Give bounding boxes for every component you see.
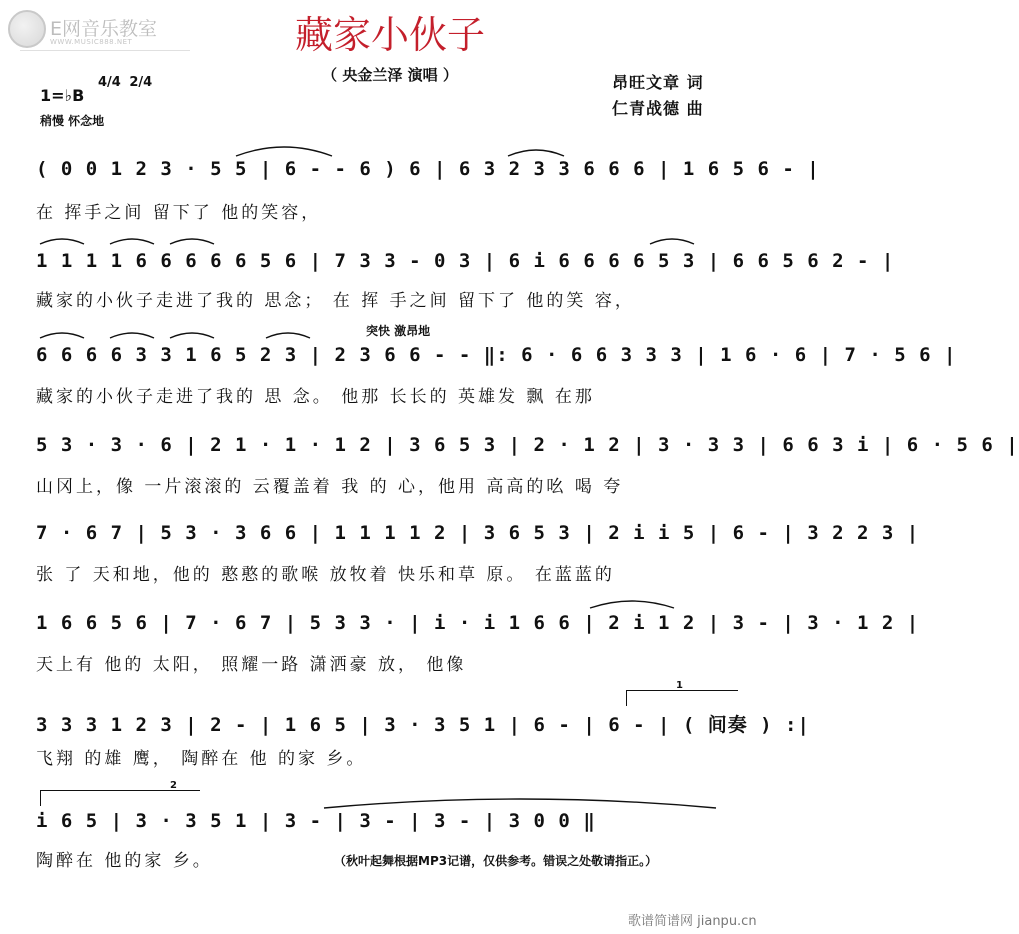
lyric-line-4: 山冈上，像 一片滚滚的 云覆盖着 我 的 心，他用 高高的吆 喝 夸 bbox=[36, 477, 624, 497]
slur-arc bbox=[110, 333, 154, 338]
lyric-line-2: 藏家的小伙子走进了我的 思念； 在 挥 手之间 留下了 他的笑 容， bbox=[36, 291, 635, 311]
slur-arc bbox=[110, 239, 154, 244]
song-title: 藏家小伙子 bbox=[294, 13, 485, 57]
composer-credit: 仁青战德 曲 bbox=[612, 99, 704, 118]
tempo-change-marking: 突快 激昂地 bbox=[366, 324, 431, 338]
notation-line-2: 1 1 1 1 6 6 6 6 6 5 6 | 7 3 3 - 0 3 | 6 i 6 6 6 6 5 3 | 6 6 5 6 2 - | bbox=[36, 250, 895, 272]
notation-line-7: 3 3 3 1 2 3 | 2 - | 1 6 5 | 3 · 3 5 1 | 6 - | 6 - | ( 间奏 ) :| bbox=[36, 714, 810, 736]
key-signature: 1=♭B bbox=[40, 86, 85, 105]
notation-line-6: 1 6 6 5 6 | 7 · 6 7 | 5 3 3 · | i · i 1 6 6 | 2 i 1 2 | 3 - | 3 · 1 2 | bbox=[36, 612, 920, 634]
notation-line-1: ( 0 0 1 2 3 · 5 5 | 6 - - 6 ) 6 | 6 3 2 3 3 6 6 6 | 1 6 5 6 - | bbox=[36, 158, 820, 180]
lyric-line-8: 陶醉在 他的家 乡。 bbox=[36, 851, 213, 871]
lyric-line-5: 张 了 天和地，他的 憨憨的歌喉 放牧着 快乐和草 原。 在蓝蓝的 bbox=[36, 565, 615, 585]
first-ending-number: 1 bbox=[676, 680, 683, 691]
footer-source: 歌谱简谱网 jianpu.cn bbox=[628, 914, 757, 929]
slur-arc bbox=[170, 333, 214, 338]
slur-arc bbox=[170, 239, 214, 244]
slur-arc bbox=[508, 150, 564, 156]
site-url: WWW.MUSIC888.NET bbox=[50, 38, 133, 46]
notation-line-5: 7 · 6 7 | 5 3 · 3 6 6 | 1 1 1 1 2 | 3 6 5 3 | 2 i i 5 | 6 - | 3 2 2 3 | bbox=[36, 522, 920, 544]
slur-arc bbox=[650, 239, 694, 244]
notation-line-4: 5 3 · 3 · 6 | 2 1 · 1 · 1 2 | 3 6 5 3 | 2 · 1 2 | 3 · 3 3 | 6 6 3 i | 6 · 5 6 | bbox=[36, 434, 1019, 456]
time-signature-alternate: 2/4 bbox=[129, 75, 153, 90]
slur-arc bbox=[236, 147, 332, 156]
tempo-marking: 稍慢 怀念地 bbox=[40, 114, 105, 128]
transcriber-note: （秋叶起舞根据MP3记谱，仅供参考。错误之处敬请指正。） bbox=[334, 854, 658, 868]
lyric-line-7: 飞翔 的雄 鹰， 陶醉在 他 的家 乡。 bbox=[36, 749, 367, 769]
performer: （ 央金兰泽 演唱 ） bbox=[322, 66, 458, 84]
slur-arc bbox=[266, 333, 310, 338]
slur-arc bbox=[40, 333, 84, 338]
site-name: E网音乐教室 bbox=[50, 18, 158, 40]
slur-arc bbox=[324, 799, 716, 808]
lyric-line-1: 在 挥手之间 留下了 他的笑容， bbox=[36, 203, 322, 223]
second-ending-number: 2 bbox=[170, 780, 177, 791]
lyric-line-3: 藏家的小伙子走进了我的 思 念。 他那 长长的 英雄发 飘 在那 bbox=[36, 387, 595, 407]
time-signature-primary: 4/4 bbox=[98, 75, 121, 90]
notation-line-8: i 6 5 | 3 · 3 5 1 | 3 - | 3 - | 3 - | 3 0 0 ‖ bbox=[36, 810, 596, 832]
lyricist-credit: 昂旺文章 词 bbox=[612, 73, 704, 92]
lyric-line-6: 天上有 他的 太阳， 照耀一路 潇洒豪 放， 他像 bbox=[36, 655, 467, 675]
slur-arc bbox=[590, 601, 674, 608]
slur-arc bbox=[40, 239, 84, 244]
notation-line-3: 6 6 6 6 3 3 1 6 5 2 3 | 2 3 6 6 - - ‖: 6 · 6 6 3 3 3 | 1 6 · 6 | 7 · 5 6 | bbox=[36, 344, 957, 366]
